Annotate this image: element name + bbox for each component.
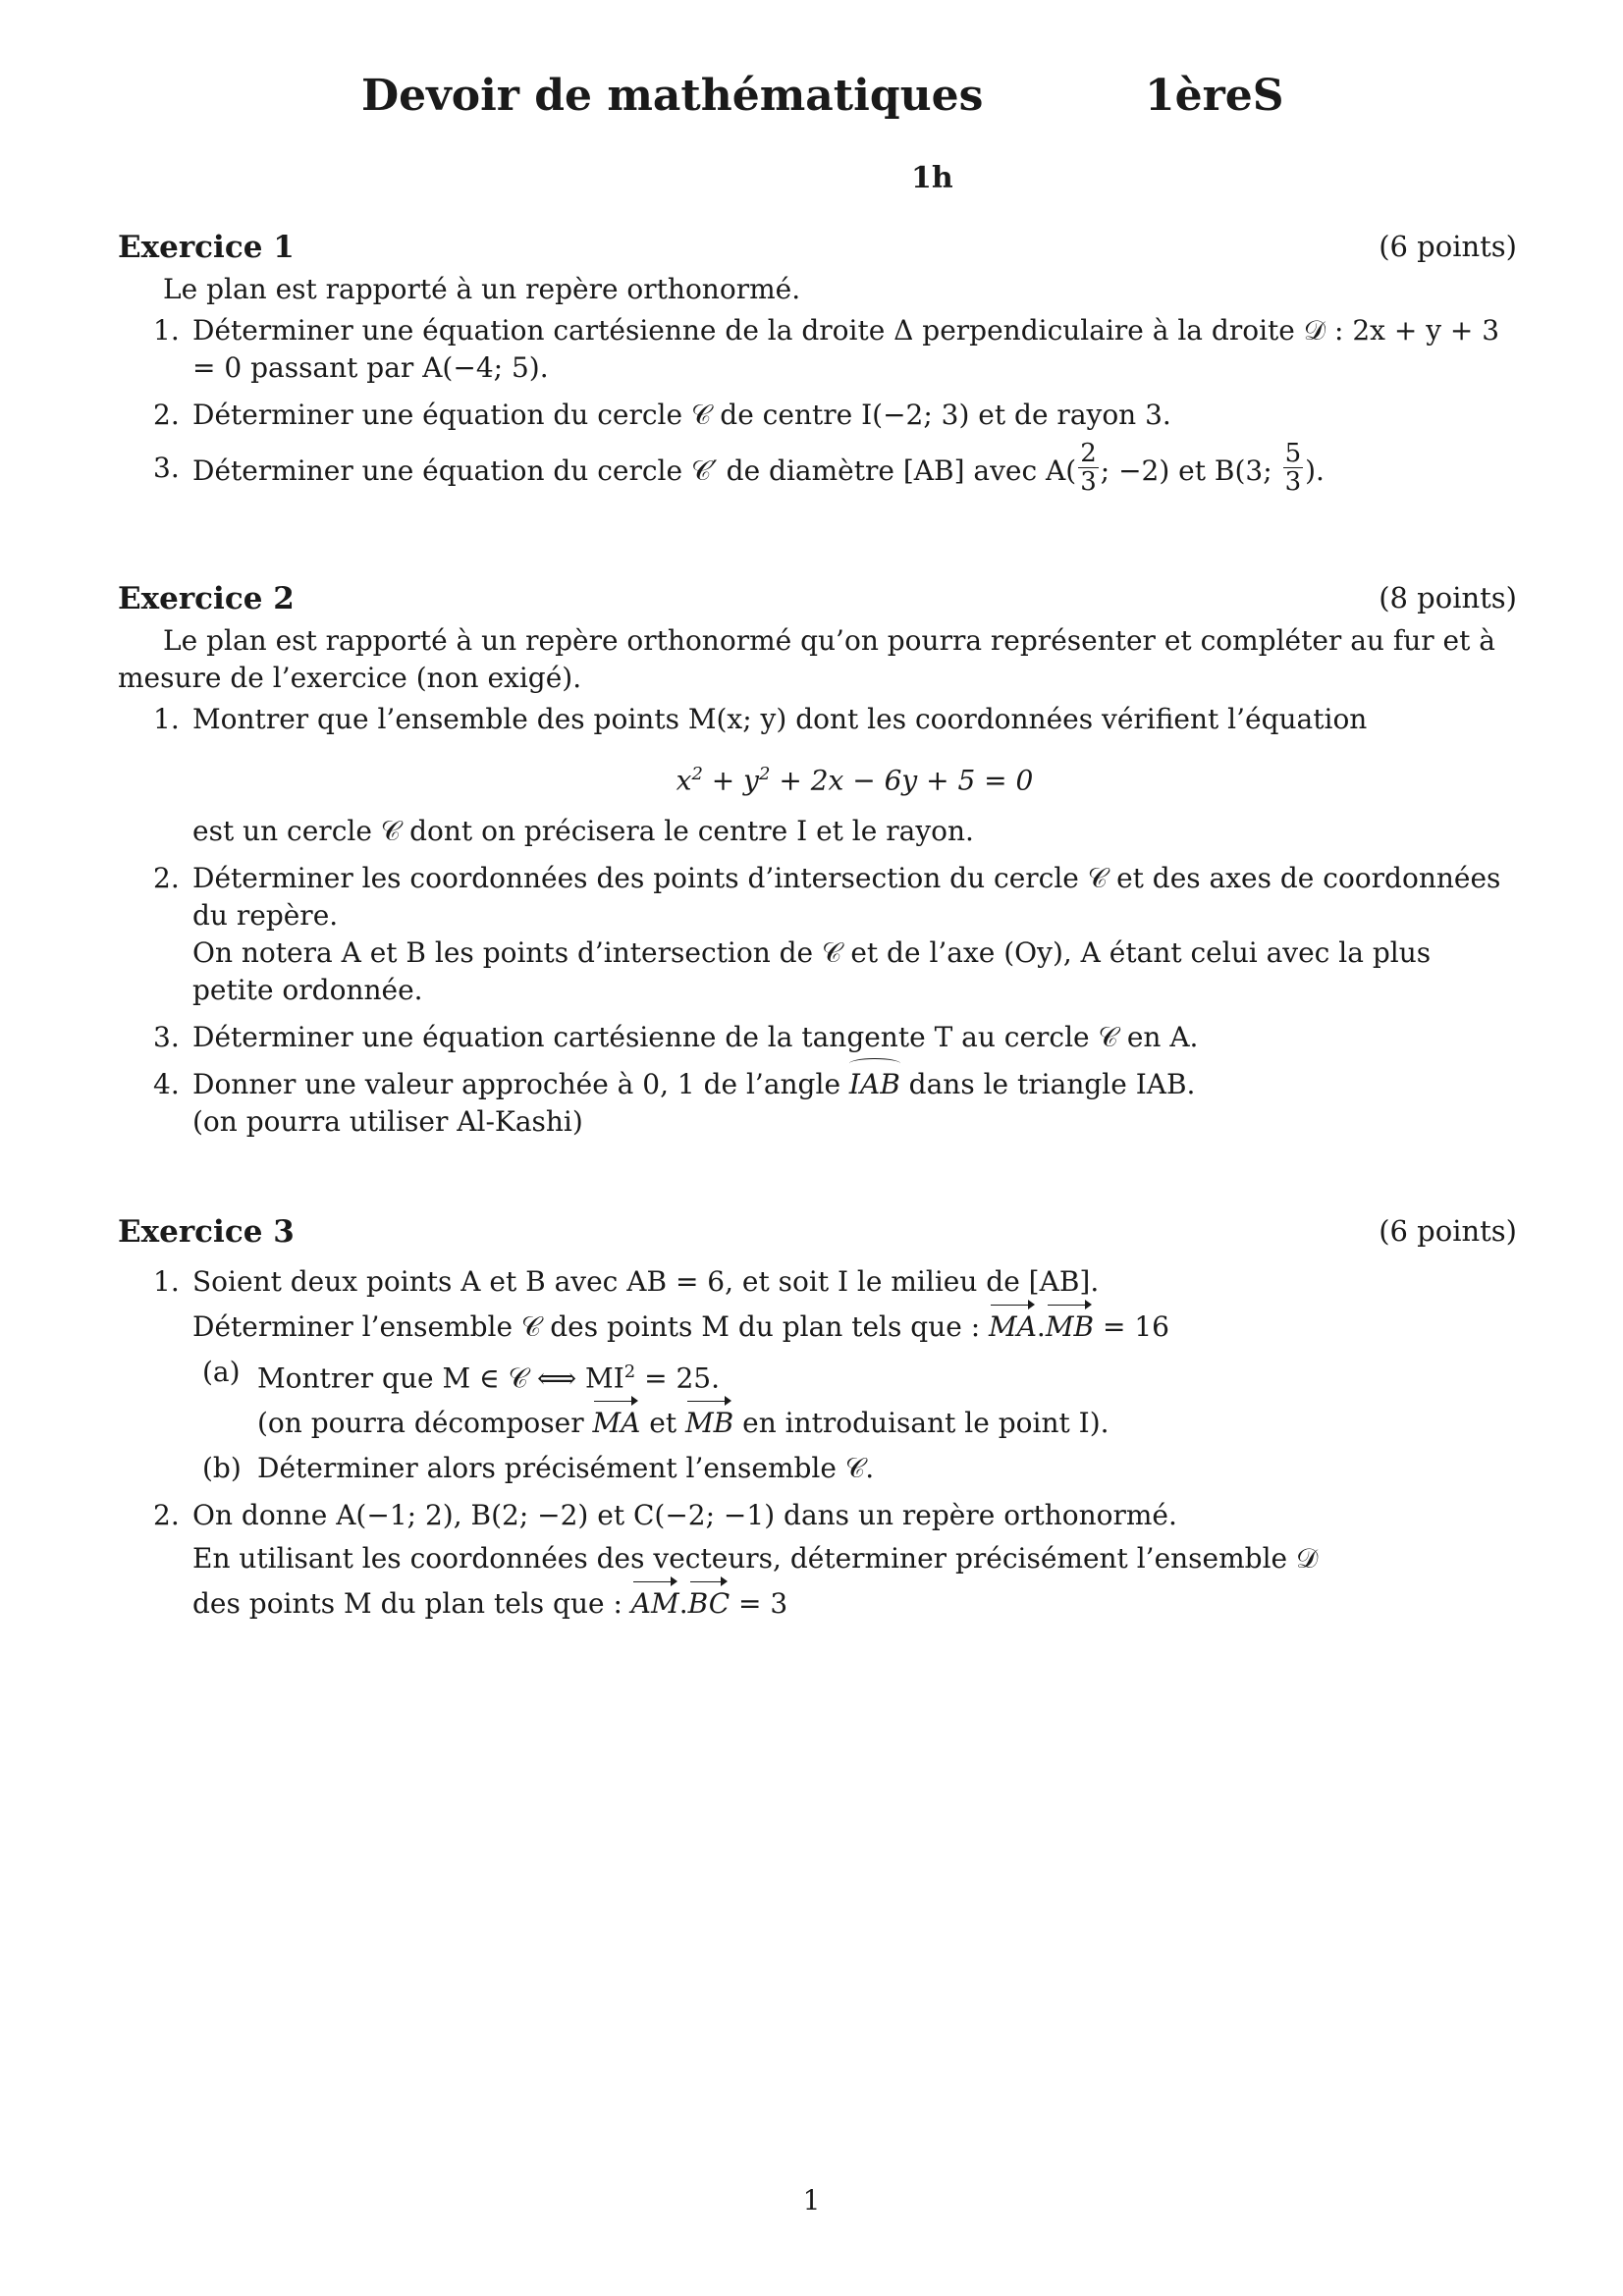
exercise-intro: Le plan est rapporté à un repère orthonormé qu’on pourra représenter et compléter au fur et à mesure de l’exercice (non exigé). xyxy=(118,624,1495,694)
exercise-3 xyxy=(118,1214,1517,1632)
page-number: 1 xyxy=(802,2184,821,2216)
question-2: 2. On donne A(−1; 2), B(2; −2) et C(−2; −1) dans un repère orthonormé. En utilisant les coordonnées des vecteurs, déterminer précisément l’ensemble 𝒟 des points M du plan tels que : AM.BC = 3 xyxy=(118,1497,1517,1623)
exercise-title: Exercice 1 xyxy=(118,230,295,265)
equation: $x^2 + y^2 + 2x - 6y + 5 = 0$ xyxy=(676,764,1034,797)
question-1: 1. Montrer que l’ensemble des points M(x; y) dont les coordonnées vérifient l’équation $x^2 + y^2 + 2x - 6y + 5 = 0$ est un cercle 𝒞 dont on précisera le centre I et le rayon. xyxy=(118,701,1517,850)
question-2: 2. Déterminer les coordonnées des points d’intersection du cercle 𝒞 et des axes de coordonnées du repère. On notera A et B les points d’intersection de 𝒞 et de l’axe (Oy), A étant celui avec la plus petite ordonnée. xyxy=(153,862,1501,1007)
exercise-title: Exercice 2 xyxy=(118,581,295,616)
angle: IAB xyxy=(849,1066,900,1103)
document-title: Devoir de mathématiques xyxy=(361,71,984,121)
duration: 1h xyxy=(911,161,953,195)
document-header xyxy=(0,71,1623,130)
sub-question-a: (a) Montrer que M ∈ 𝒞 ⟺ $MI^2 = 25$. (on pourra décomposer MA et MB en introduisant le point I). xyxy=(192,1354,1517,1442)
exercise-2 xyxy=(118,581,1517,1150)
exercise-1 xyxy=(118,230,1517,506)
exercise-points: (6 points) xyxy=(1379,230,1517,263)
question-1: 1. Déterminer une équation cartésienne de la droite Δ perpendiculaire à la droite 𝒟 : 2x + y + 3 = 0 passant par A(−4; 5). xyxy=(153,314,1500,384)
exercise-points: (8 points) xyxy=(1379,581,1517,614)
question-4: 4. Donner une valeur approchée à 0, 1 de l’angle IAB dans le triangle IAB. (on pourra utiliser Al-Kashi) xyxy=(153,1068,1196,1139)
exercise-points: (6 points) xyxy=(1379,1214,1517,1248)
fraction: $\frac{5}{3}$ xyxy=(1284,439,1302,497)
question-3: 3. Déterminer une équation du cercle 𝒞′ de diamètre [AB] avec A( $\frac{2}{3}$ ; −2) et B(3; $\frac{5}{3}$ ). xyxy=(153,439,1325,497)
question-3: 3. Déterminer une équation cartésienne de la tangente T au cercle 𝒞 en A. xyxy=(153,1021,1199,1054)
exercise-intro: Le plan est rapporté à un repère orthonormé. xyxy=(163,273,801,305)
sub-question-b: (b) Déterminer alors précisément l’ensemble 𝒞. xyxy=(202,1452,875,1485)
question-1: 1. Soient deux points A et B avec AB = 6, et soit I le milieu de [AB]. Déterminer l’ensemble 𝒞 des points M du plan tels que : MA.MB = 16 (a) Montrer que M ∈ 𝒞 ⟺ $MI^2 = 25$. (on pourra décomposer MA et MB en introduisant le point I). (b) Déterminer alors précisément l’ensemble 𝒞. xyxy=(118,1263,1517,1487)
fraction: $\frac{2}{3}$ xyxy=(1080,439,1097,497)
question-2: 2. Déterminer une équation du cercle 𝒞 de centre I(−2; 3) et de rayon 3. xyxy=(153,399,1171,431)
class-level: 1èreS xyxy=(1145,71,1284,121)
exercise-title: Exercice 3 xyxy=(118,1214,295,1250)
